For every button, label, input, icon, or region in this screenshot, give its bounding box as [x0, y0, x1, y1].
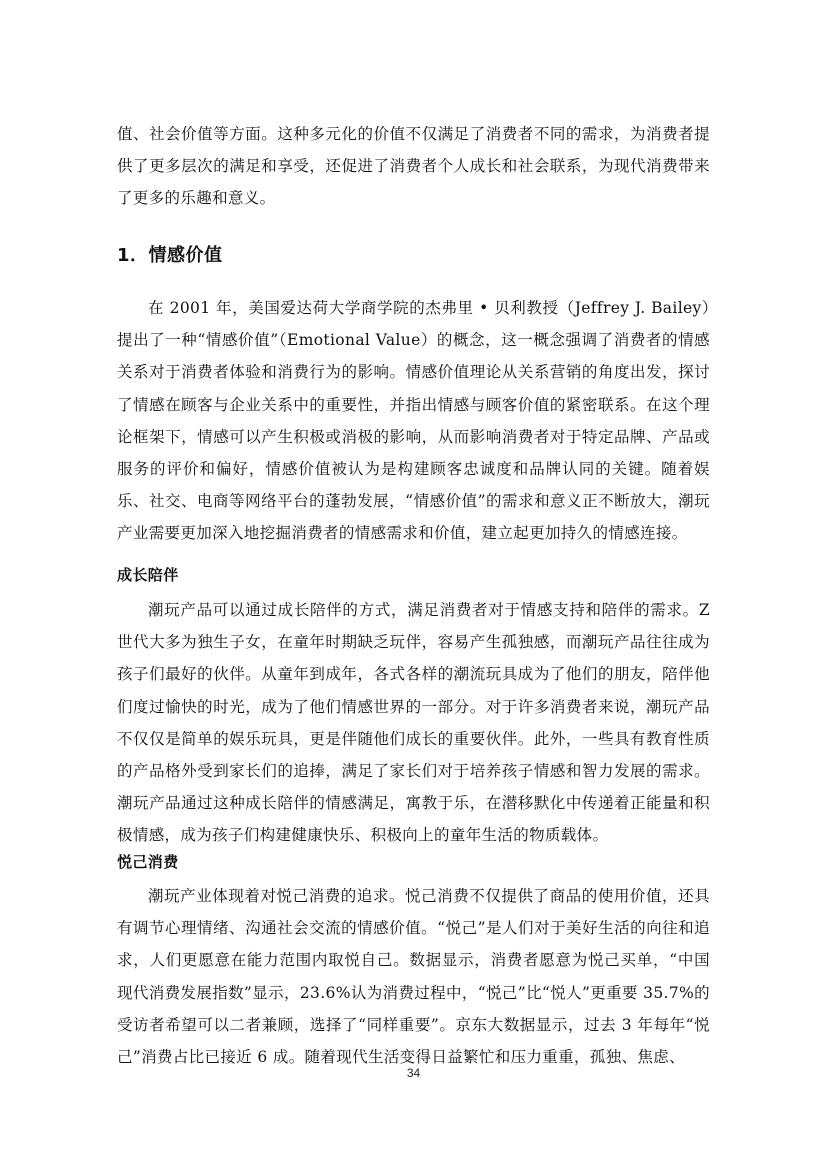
page-number: 34 — [406, 1066, 421, 1080]
subheading-growth-companion: 成长陪伴 — [117, 566, 179, 584]
subheading-self-pleasing-consumption: 悦己消费 — [117, 853, 179, 871]
self-pleasing-consumption-paragraph: 潮玩产业体现着对悦己消费的追求。悦己消费不仅提供了商品的使用价值，还具有调节心理情绪、沟通社会交流的情感价值。“悦己”是人们对于美好生活的向往和追求，人们更愿意在能力范围内取悦自己。数据显示，消费者愿意为悦己买单，“中国现代消费发展指数”显示，23.6%认为消费过程中，“悦己”比“悦人”更重要 35.7%的受访者希望可以二者兼顾，选择了“同样重要”。京东大数据显示，过去 3 年每年“悦己”消费占比已接近 6 成。随着现代生活变得日益繁忙和压力重重，孤独、焦虑、 — [117, 887, 710, 1067]
intro-paragraph: 值、社会价值等方面。这种多元化的价值不仅满足了消费者不同的需求，为消费者提供了更多层次的满足和享受，还促进了消费者个人成长和社会联系，为现代消费带来了更多的乐趣和意义。 — [117, 125, 710, 208]
emotional-value-paragraph: 在 2001 年，美国爱达荷大学商学院的杰弗里 • 贝利教授（Jeffrey J. Bailey）提出了一种“情感价值”（Emotional Value）的概念，这一概念强调了消费者的情感关系对于消费者体验和消费行为的影响。情感价值理论从关系营销的角度出发，探讨了情感在顾客与企业关系中的重要性，并指出情感与顾客价值的紧密联系。在这个理论框架下，情感可以产生积极或消极的影响，从而影响消费者对于特定品牌、产品或服务的评价和偏好，情感价值被认为是构建顾客忠诚度和品牌认同的关键。随着娱乐、社交、电商等网络平台的蓬勃发展，“情感价值”的需求和意义正不断放大，潮玩产业需要更加深入地挖掘消费者的情感需求和价值，建立起更加持久的情感连接。 — [117, 299, 710, 543]
section-heading-emotional-value: 1．情感价值 — [117, 245, 223, 266]
growth-companion-paragraph: 潮玩产品可以通过成长陪伴的方式，满足消费者对于情感支持和陪伴的需求。Z 世代大多为独生子女，在童年时期缺乏玩伴，容易产生孤独感，而潮玩产品往往成为孩子们最好的伙伴。从童年到成年，各式各样的潮流玩具成为了他们的朋友，陪伴他们度过愉快的时光，成为了他们情感世界的一部分。对于许多消费者来说，潮玩产品不仅仅是简单的娱乐玩具，更是伴随他们成长的重要伙伴。此外，一些具有教育性质的产品格外受到家长们的追捧，满足了家长们对于培养孩子情感和智力发展的需求。潮玩产品通过这种成长陪伴的情感满足，寓教于乐，在潜移默化中传递着正能量和积极情感，成为孩子们构建健康快乐、积极向上的童年生活的物质载体。 — [117, 601, 710, 845]
